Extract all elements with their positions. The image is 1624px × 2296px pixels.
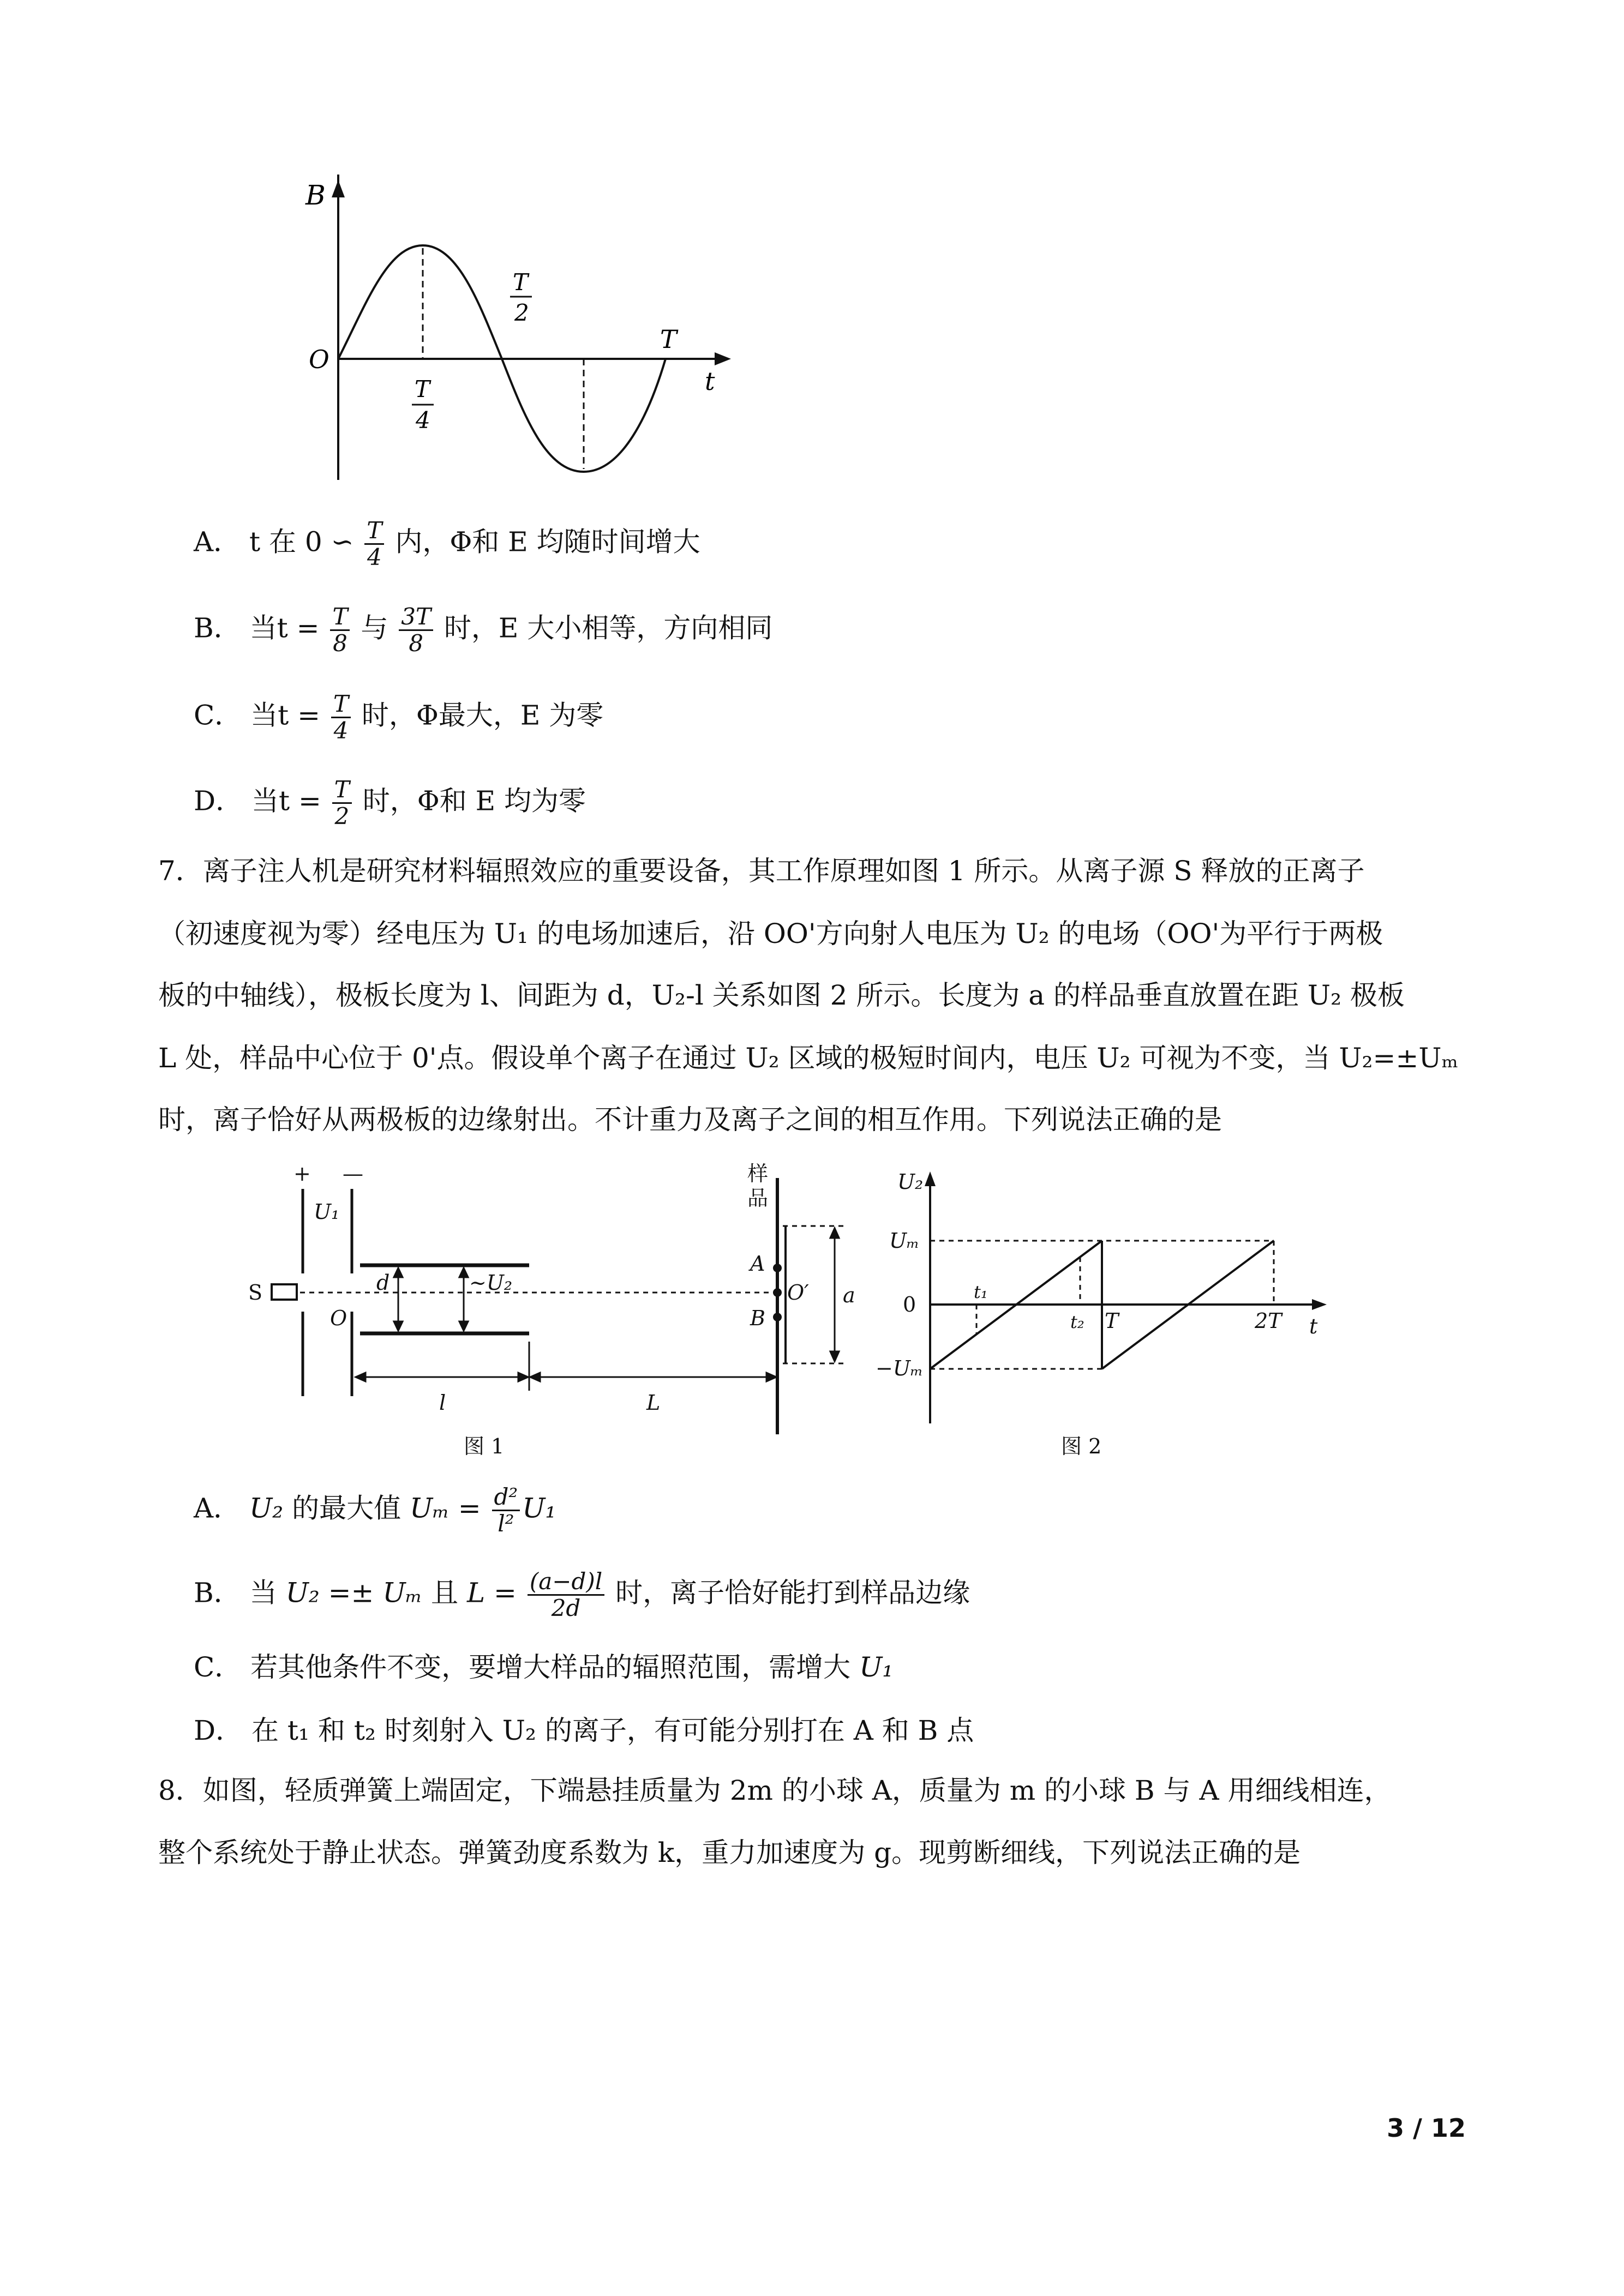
sine-figure — [295, 175, 747, 491]
origin-o-label: O — [330, 1306, 347, 1330]
fraction: $\frac{\text{d²}}{\text{l²}}$ — [492, 1484, 520, 1536]
plus-label: + — [293, 1162, 311, 1186]
fraction: $\frac{3T}{8}$ — [399, 604, 433, 656]
figure-1-ion-implanter — [240, 1162, 862, 1467]
fraction: $\frac{T}{2}$ — [332, 777, 352, 829]
point-b-label: B — [750, 1306, 765, 1330]
sample-label-1: 样 — [747, 1162, 769, 1186]
fraction: $\frac{T}{4}$ — [331, 692, 351, 743]
q6-option-b: B． 当t = $\frac{T}{8}$ 与 $\frac{3T}{8}$ 时，E 大小相等，方向相同 — [194, 603, 773, 657]
fraction: $\frac{T}{4}$ — [364, 518, 384, 570]
q8-line-2: 整个系统处于静止状态。弹簧劲度系数为 k，重力加速度为 g。现剪断细线，下列说法正确的是 — [158, 1837, 1301, 1868]
o-prime-label: O′ — [787, 1281, 809, 1305]
t-period-label: T — [1105, 1309, 1119, 1333]
x-axis-label: t — [1309, 1314, 1318, 1338]
minus-label: — — [343, 1162, 363, 1186]
half-period-den: 2 — [514, 299, 529, 326]
zero-label: 0 — [903, 1293, 916, 1317]
figure-2-u2-graph — [873, 1162, 1342, 1467]
quarter-period-num: T — [415, 376, 430, 402]
q6-option-c: C． 当t = $\frac{T}{4}$ 时，Φ最大，E 为零 — [194, 690, 604, 744]
u2-label: ~U₂ — [469, 1271, 513, 1295]
page-number: 3 / 12 — [1387, 2113, 1466, 2143]
um-label: Uₘ — [889, 1229, 920, 1253]
q7-line-1: 7．离子注人机是研究材料辐照效应的重要设备，其工作原理如图 1 所示。从离子源 S 释放的正离子 — [158, 855, 1365, 887]
period-label: T — [660, 324, 677, 354]
q8-line-1: 8．如图，轻质弹簧上端固定，下端悬挂质量为 2m 的小球 A，质量为 m 的小球 B 与 A 用细线相连， — [158, 1775, 1392, 1806]
y-axis-label: B — [305, 179, 326, 211]
quarter-period-den: 4 — [416, 407, 430, 434]
fraction: $\frac{(a-d)l}{2d}$ — [528, 1569, 604, 1621]
q7-option-a: A． U₂ 的最大值 Uₘ = $\frac{\text{d²}}{\text{l²}}$ U₁ — [194, 1483, 556, 1537]
q7-line-4: L 处，样品中心位于 0'点。假设单个离子在通过 U₂ 区域的极短时间内，电压 U₂ 可视为不变，当 U₂=±Uₘ — [158, 1042, 1459, 1074]
q7-option-d: D． 在 t₁ 和 t₂ 时刻射入 U₂ 的离子，有可能分别打在 A 和 B 点 — [194, 1715, 974, 1746]
origin-label: O — [309, 345, 329, 374]
sample-length-label: a — [843, 1283, 855, 1307]
t1-label: t₁ — [974, 1282, 988, 1302]
distance-label: L — [646, 1391, 661, 1415]
q7-line-3: 板的中轴线），极板长度为 l、间距为 d，U₂-l 关系如图 2 所示。长度为 a 的样品垂直放置在距 U₂ 极板 — [158, 979, 1405, 1011]
point-a-label: A — [750, 1252, 765, 1276]
figure-1-caption: 图 1 — [464, 1434, 505, 1458]
q6-option-a: A． t 在 0 ∽ $\frac{T}{4}$ 内，Φ和 E 均随时间增大 — [194, 517, 700, 570]
q7-line-5: 时，离子恰好从两极板的边缘射出。不计重力及离子之间的相互作用。下列说法正确的是 — [158, 1104, 1222, 1135]
q7-line-2: （初速度视为零）经电压为 U₁ 的电场加速后，沿 OO'方向射人电压为 U₂ 的电场（OO'为平行于两极 — [158, 918, 1383, 949]
sample-label-2: 品 — [747, 1186, 769, 1210]
d-label: d — [376, 1271, 390, 1295]
two-t-label: 2T — [1255, 1309, 1282, 1333]
q7-option-b: B． 当 U₂ =± Uₘ 且 L = $\frac{(a-d)l}{2d}$ 时，离子恰好能打到样品边缘 — [194, 1568, 970, 1621]
t2-label: t₂ — [1070, 1312, 1084, 1332]
q7-option-c: C． 若其他条件不变，要增大样品的辐照范围，需增大 U₁ — [194, 1651, 894, 1683]
neg-um-label: −Uₘ — [876, 1356, 924, 1380]
plate-length-label: l — [439, 1391, 446, 1415]
q6-option-d: D． 当t = $\frac{T}{2}$ 时，Φ和 E 均为零 — [194, 776, 586, 830]
half-period-num: T — [513, 269, 529, 296]
fraction: $\frac{T}{8}$ — [330, 604, 350, 656]
source-label: S — [248, 1281, 263, 1305]
u1-label: U₁ — [314, 1200, 340, 1224]
figure-2-caption: 图 2 — [1061, 1434, 1102, 1458]
y-axis-label: U₂ — [897, 1170, 924, 1194]
x-axis-label: t — [705, 366, 715, 396]
